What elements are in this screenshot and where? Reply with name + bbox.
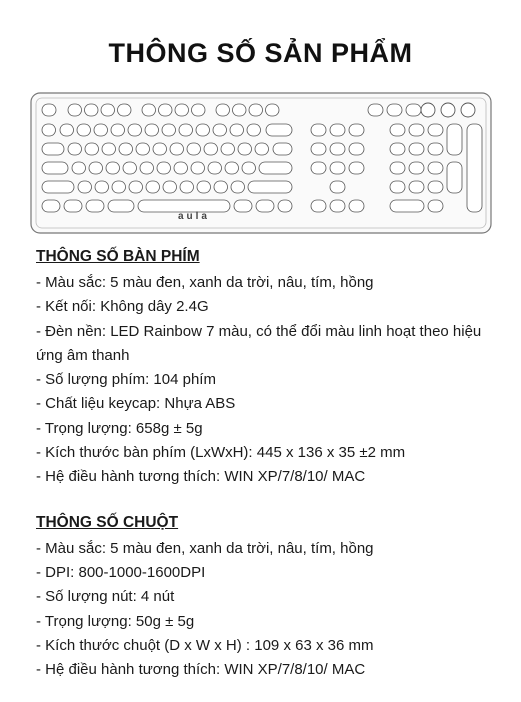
key-row-4 xyxy=(234,200,252,212)
key-row-0 xyxy=(111,124,125,136)
key-numpad xyxy=(428,124,443,136)
key-function xyxy=(192,104,206,116)
key-row-0 xyxy=(42,124,56,136)
key-row-3 xyxy=(42,181,74,193)
key-row-3 xyxy=(129,181,143,193)
mouse-spec-color: - Màu sắc: 5 màu đen, xanh da trời, nâu, tím, hồng xyxy=(36,539,374,557)
key-row-3 xyxy=(197,181,211,193)
key-nav xyxy=(330,143,345,155)
key-row-0 xyxy=(266,124,292,136)
key-row-2 xyxy=(72,162,86,174)
key-function xyxy=(216,104,230,116)
keyboard-spec-backlight: - Đèn nền: LED Rainbow 7 màu, có thể đổi màu linh hoạt theo hiệu ứng âm thanh xyxy=(36,322,482,364)
key-numpad xyxy=(409,162,424,174)
key-function xyxy=(233,104,247,116)
key-row-1 xyxy=(119,143,133,155)
key-arrow-right xyxy=(349,200,364,212)
key-side xyxy=(467,124,482,212)
key-row-0 xyxy=(230,124,244,136)
key-numpad-0 xyxy=(390,200,424,212)
key-row-2 xyxy=(123,162,137,174)
key-row-1 xyxy=(238,143,252,155)
key-row-2 xyxy=(242,162,256,174)
key-function xyxy=(68,104,82,116)
key-row-0 xyxy=(179,124,193,136)
key-function xyxy=(159,104,173,116)
key-row-3 xyxy=(248,181,292,193)
mouse-spec-button-count: - Số lượng nút: 4 nút xyxy=(36,588,175,606)
key-numpad xyxy=(390,162,405,174)
key-function xyxy=(249,104,263,116)
key-arrow-left xyxy=(311,200,326,212)
mouse-specs-list xyxy=(36,537,506,683)
key-row-1 xyxy=(255,143,269,155)
mouse-spec-weight: - Trọng lượng: 50g ± 5g xyxy=(36,612,195,630)
key-numpad xyxy=(409,143,424,155)
key-row-2 xyxy=(42,162,68,174)
key-nav xyxy=(349,124,364,136)
key-function xyxy=(118,104,132,116)
key-row-1 xyxy=(204,143,218,155)
key-function xyxy=(85,104,99,116)
knob-1 xyxy=(421,103,435,117)
key-numpad xyxy=(447,124,462,155)
key-row-4 xyxy=(108,200,134,212)
key-numpad xyxy=(390,181,405,193)
key-function xyxy=(175,104,189,116)
key-scroll xyxy=(387,104,402,116)
key-row-2 xyxy=(208,162,222,174)
key-row-0 xyxy=(145,124,159,136)
key-row-2 xyxy=(174,162,188,174)
key-row-2 xyxy=(89,162,103,174)
keyboard-spec-os: - Hệ điều hành tương thích: WIN XP/7/8/10/ MAC xyxy=(36,468,366,486)
key-numpad xyxy=(428,143,443,155)
key-nav xyxy=(311,143,326,155)
key-row-4 xyxy=(42,200,60,212)
key-row-2 xyxy=(191,162,205,174)
key-row-3 xyxy=(163,181,177,193)
section-spacer xyxy=(36,490,506,512)
key-row-4 xyxy=(256,200,274,212)
key-row-1 xyxy=(170,143,184,155)
key-numpad xyxy=(428,162,443,174)
key-row-2 xyxy=(106,162,120,174)
key-nav xyxy=(311,162,326,174)
key-row-1 xyxy=(68,143,82,155)
knob-3 xyxy=(461,103,475,117)
key-numpad-dot xyxy=(428,200,443,212)
page-title: THÔNG SỐ SẢN PHẨM xyxy=(108,38,413,68)
key-row-2 xyxy=(157,162,171,174)
keyboard-spec-color: - Màu sắc: 5 màu đen, xanh da trời, nâu, tím, hồng xyxy=(36,274,374,291)
key-row-3 xyxy=(214,181,228,193)
key-row-1 xyxy=(42,143,64,155)
knob-2 xyxy=(441,103,455,117)
key-row-2 xyxy=(259,162,292,174)
keyboard-spec-keycap-material: - Chất liệu keycap: Nhựa ABS xyxy=(36,395,236,413)
key-numpad xyxy=(390,124,405,136)
keyboard-spec-key-count: - Số lượng phím: 104 phím xyxy=(36,371,216,389)
keyboard-specs-list xyxy=(36,271,506,490)
key-row-4 xyxy=(64,200,82,212)
mouse-spec-dimensions: - Kích thước chuột (D x W x H) : 109 x 63 x 36 mm xyxy=(36,636,374,654)
key-row-4 xyxy=(278,200,292,212)
key-print xyxy=(368,104,383,116)
key-numpad xyxy=(447,162,462,193)
keyboard-spec-dimensions: - Kích thước bàn phím (LxWxH): 445 x 136 x 35 ±2 mm xyxy=(36,444,406,462)
key-row-3 xyxy=(95,181,109,193)
key-row-0 xyxy=(94,124,108,136)
key-row-0 xyxy=(128,124,142,136)
key-nav xyxy=(349,143,364,155)
mouse-spec-os: - Hệ điều hành tương thích: WIN XP/7/8/10/ MAC xyxy=(36,661,366,679)
key-row-0 xyxy=(162,124,176,136)
key-row-0 xyxy=(77,124,91,136)
key-function xyxy=(266,104,280,116)
key-row-0 xyxy=(196,124,210,136)
mouse-spec-dpi: - DPI: 800-1000-1600DPI xyxy=(36,563,206,581)
key-row-1 xyxy=(85,143,99,155)
key-numpad xyxy=(428,181,443,193)
key-function xyxy=(101,104,115,116)
key-row-3 xyxy=(146,181,160,193)
key-row-0 xyxy=(247,124,261,136)
key-row-2 xyxy=(140,162,154,174)
key-row-1 xyxy=(136,143,150,155)
key-numpad xyxy=(409,124,424,136)
key-nav xyxy=(311,124,326,136)
key-function xyxy=(142,104,156,116)
keyboard-spec-weight: - Trọng lượng: 658g ± 5g xyxy=(36,419,203,437)
key-arrow-down xyxy=(330,200,345,212)
key-row-2 xyxy=(225,162,239,174)
key-row-0 xyxy=(60,124,74,136)
key-esc xyxy=(42,104,56,116)
key-row-3 xyxy=(231,181,245,193)
key-row-4 xyxy=(86,200,104,212)
specs-content xyxy=(36,246,506,682)
key-numpad xyxy=(409,181,424,193)
key-nav xyxy=(330,162,345,174)
key-row-1 xyxy=(273,143,292,155)
key-nav xyxy=(349,162,364,174)
key-row-3 xyxy=(180,181,194,193)
keyboard-logo: aula xyxy=(177,211,211,222)
key-arrow-up xyxy=(330,181,345,193)
key-row-3 xyxy=(78,181,92,193)
key-row-1 xyxy=(187,143,201,155)
keyboard-illustration xyxy=(30,92,492,234)
key-row-1 xyxy=(102,143,116,155)
keyboard-specs-heading: THÔNG SỐ BÀN PHÍM xyxy=(36,248,200,265)
key-row-1 xyxy=(221,143,235,155)
key-row-1 xyxy=(153,143,167,155)
key-numpad xyxy=(390,143,405,155)
key-row-0 xyxy=(213,124,227,136)
mouse-specs-heading: THÔNG SỐ CHUỘT xyxy=(36,513,179,531)
keyboard-spec-connection: - Kết nối: Không dây 2.4G xyxy=(36,298,209,316)
key-row-3 xyxy=(112,181,126,193)
key-pause xyxy=(406,104,421,116)
key-nav xyxy=(330,124,345,136)
